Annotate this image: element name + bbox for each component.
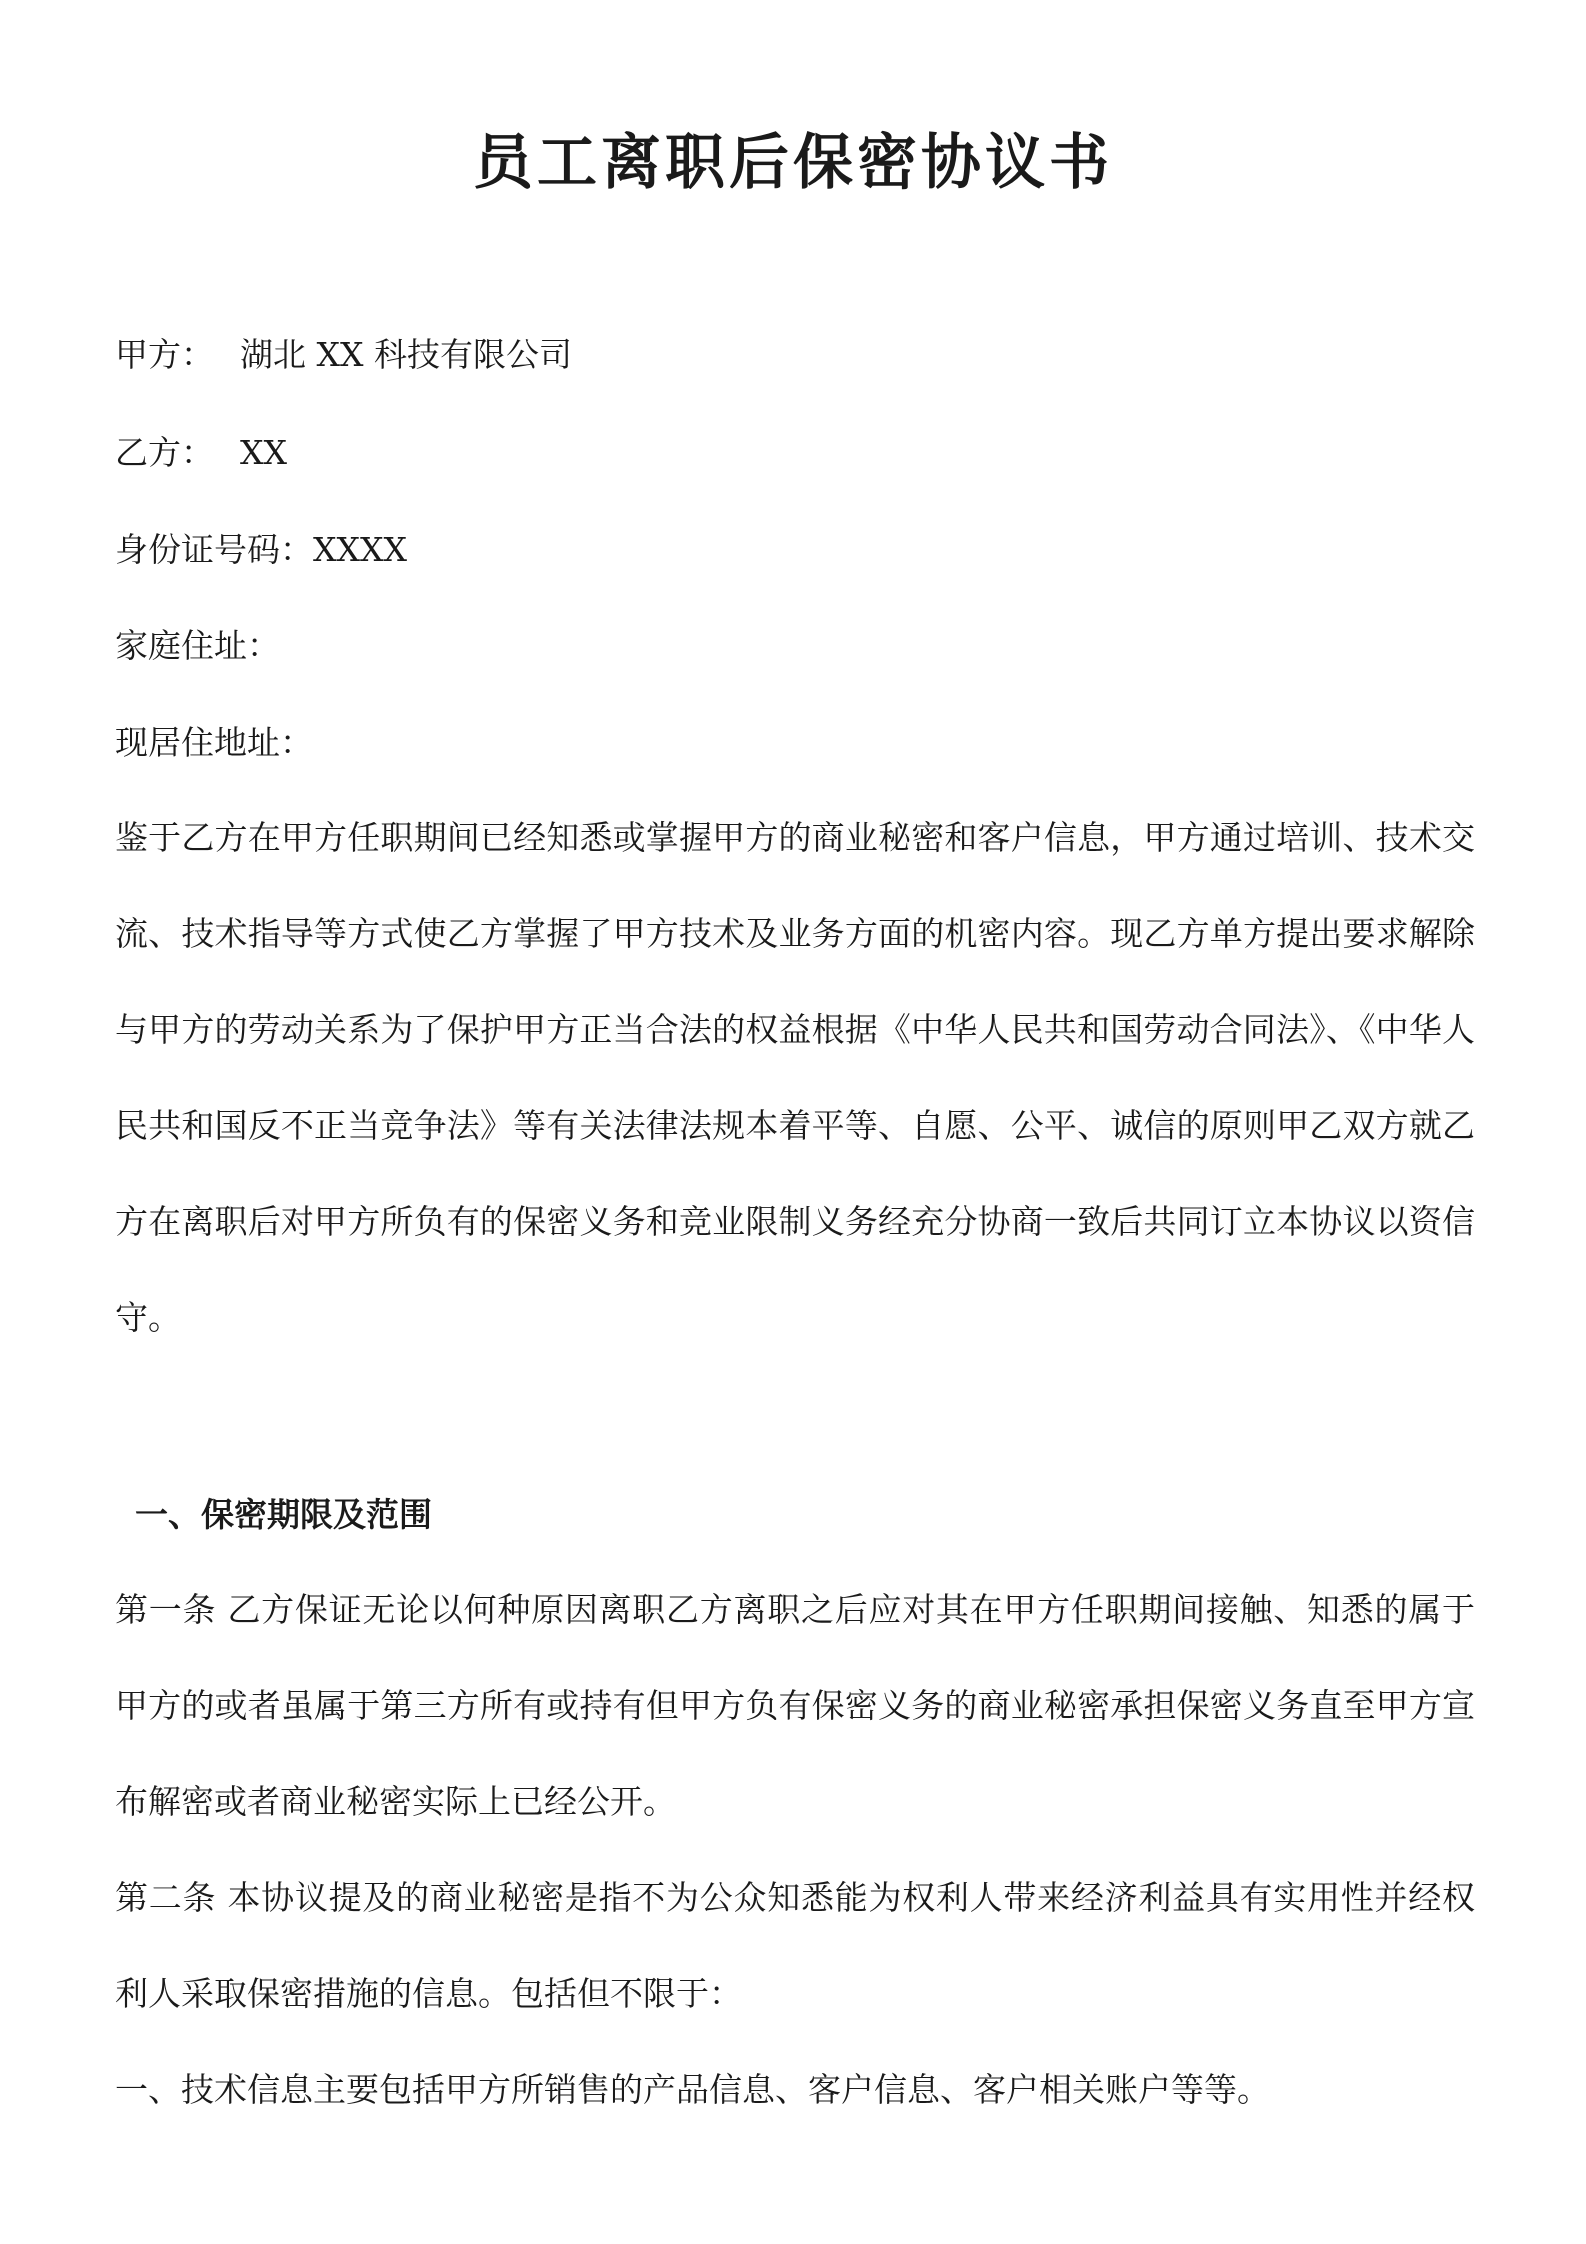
party-a-value: 湖北 XX 科技有限公司 [240,335,572,374]
item-1-paragraph: 一、技术信息主要包括甲方所销售的产品信息、客户信息、客户相关账户等等。 [115,2070,1270,2109]
section-1-heading: 一、保密期限及范围 [135,1495,432,1534]
id-number-label: 身份证号码： [115,530,313,569]
article-1-paragraph: 第一条 乙方保证无论以何种原因离职乙方离职之后应对其在甲方任职期间接触、知悉的属于甲方的或者虽属于第三方所有或持有但甲方负有保密义务的商业秘密承担保密义务直至甲方宣布解密或者商业秘密实际上已经公开。 [115,1590,1475,1821]
party-a-label: 甲方： [115,335,214,374]
preamble-paragraph: 鉴于乙方在甲方任职期间已经知悉或掌握甲方的商业秘密和客户信息，甲方通过培训、技术交流、技术指导等方式使乙方掌握了甲方技术及业务方面的机密内容。现乙方单方提出要求解除与甲方的劳动关系为了保护甲方正当合法的权益根据《中华人民共和国劳动合同法》、《中华人民共和国反不正当竞争法》等有关法律法规本着平等、自愿、公平、诚信的原则甲乙双方就乙方在离职后对甲方所负有的保密义务和竞业限制义务经充分协商一致后共同订立本协议以资信守。 [115,818,1475,1337]
id-number-line [115,525,407,575]
party-a-line [115,330,572,380]
home-address-label: 家庭住址： [115,626,280,665]
home-address-line [115,621,280,671]
article-2-paragraph: 第二条 本协议提及的商业秘密是指不为公众知悉能为权利人带来经济利益具有实用性并经权利人采取保密措施的信息。包括但不限于： [115,1878,1475,2013]
party-b-label: 乙方： [115,433,214,472]
id-number-value: XXXX [313,530,407,569]
current-address-line [115,718,313,768]
current-address-label: 现居住地址： [115,723,313,762]
party-b-line [115,428,287,478]
document-title: 员工离职后保密协议书 [473,128,1113,198]
party-b-value: XX [240,433,287,472]
